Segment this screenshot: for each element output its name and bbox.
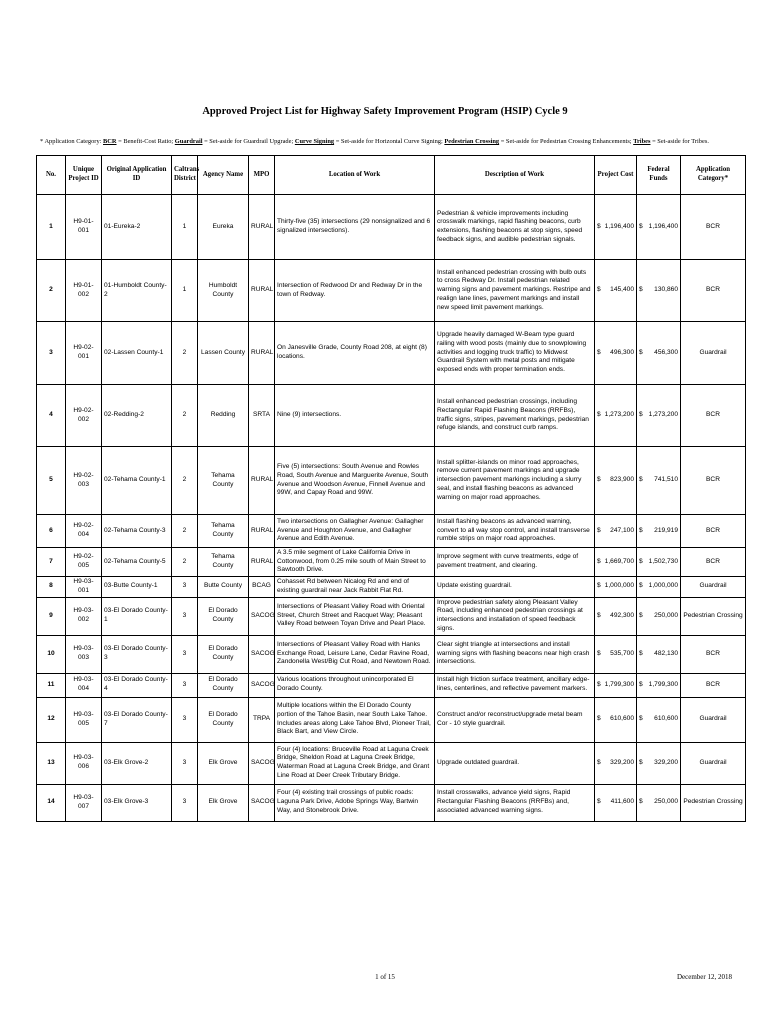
original-application-id: 02-Tehama County-1 xyxy=(102,447,172,515)
unique-project-id: H9-02-003 xyxy=(66,447,102,515)
location-of-work: Intersections of Pleasant Valley Road with Hanks Exchange Road, Leisure Lane, Cedar Ravine Road, Zandonella West/Big Cut Road, and Newtown Road. xyxy=(275,635,435,673)
mpo: SRTA xyxy=(249,385,275,447)
original-application-id: 03-El Dorado County-4 xyxy=(102,673,172,697)
federal-funds-value: 329,200 xyxy=(654,758,678,766)
row-number: 13 xyxy=(37,742,66,784)
location-of-work: Nine (9) intersections. xyxy=(275,385,435,447)
description-of-work: Install high friction surface treatment, ancillary edge-lines, centerlines, and reflective pavement markers. xyxy=(435,673,595,697)
federal-funds xyxy=(637,673,681,697)
application-category: Guardrail xyxy=(681,697,746,742)
mpo: SACOG xyxy=(249,635,275,673)
header-mpo: MPO xyxy=(249,156,275,195)
currency-symbol: $ xyxy=(597,611,601,619)
currency-symbol: $ xyxy=(597,680,601,688)
district: 2 xyxy=(172,515,198,548)
federal-funds-value: 250,000 xyxy=(654,798,678,806)
table-row xyxy=(37,260,746,322)
row-number: 9 xyxy=(37,597,66,635)
table-row xyxy=(37,515,746,548)
description-of-work: Install crosswalks, advance yield signs, Rapid Rectangular Flashing Beacons (RRFBs) and, associated advanced warning signs. xyxy=(435,784,595,821)
project-cost xyxy=(595,635,637,673)
row-number: 3 xyxy=(37,322,66,385)
federal-funds-value: 1,799,300 xyxy=(648,680,678,688)
project-cost-value: 247,100 xyxy=(610,526,634,534)
original-application-id: 02-Lassen County-1 xyxy=(102,322,172,385)
original-application-id: 03-Butte County-1 xyxy=(102,577,172,597)
agency-name: Lassen County xyxy=(198,322,249,385)
unique-project-id: H9-03-002 xyxy=(66,597,102,635)
legend-key-guardrail: Guardrail xyxy=(174,138,203,145)
unique-project-id: H9-02-002 xyxy=(66,385,102,447)
description-of-work: Improve segment with curve treatments, edge of pavement treatment, and clearing. xyxy=(435,548,595,577)
currency-symbol: $ xyxy=(639,476,643,484)
original-application-id: 02-Tehama County-5 xyxy=(102,548,172,577)
mpo: RURAL xyxy=(249,322,275,385)
location-of-work: Four (4) locations: Bruceville Road at Laguna Creek Bridge, Sheldon Road at Laguna Creek Bridge, Waterman Road at Laguna Creek Bridge, and Grant Line Road at Deer Creek Tributary Bridge. xyxy=(275,742,435,784)
federal-funds-value: 1,196,400 xyxy=(648,222,678,230)
table-row xyxy=(37,195,746,260)
currency-symbol: $ xyxy=(639,649,643,657)
original-application-id: 02-Tehama County-3 xyxy=(102,515,172,548)
project-cost-value: 1,196,400 xyxy=(604,222,634,230)
currency-symbol: $ xyxy=(639,611,643,619)
table-row xyxy=(37,385,746,447)
federal-funds xyxy=(637,697,681,742)
federal-funds-value: 250,000 xyxy=(654,611,678,619)
page-title: Approved Project List for Highway Safety Improvement Program (HSIP) Cycle 9 xyxy=(202,106,568,117)
description-of-work: Install enhanced pedestrian crossing with bulb outs to cross Redway Dr. Install pedestrian related warning signs and pavement markings. Restripe and realign lane lines, pavement markings and install new speed limit pavement markings. xyxy=(435,260,595,322)
currency-symbol: $ xyxy=(639,798,643,806)
description-of-work: Construct and/or reconstruct/upgrade metal beam Cor - 10 style guardrail. xyxy=(435,697,595,742)
legend-key-tribes: Tribes xyxy=(633,138,651,145)
federal-funds xyxy=(637,385,681,447)
currency-symbol: $ xyxy=(639,582,643,590)
description-of-work: Install flashing beacons as advanced warning, convert to all way stop control, and install transverse rumble strips on major road approaches. xyxy=(435,515,595,548)
mpo: SACOG xyxy=(249,597,275,635)
row-number: 7 xyxy=(37,548,66,577)
mpo: RURAL xyxy=(249,260,275,322)
district: 3 xyxy=(172,577,198,597)
mpo: TRPA xyxy=(249,697,275,742)
currency-symbol: $ xyxy=(597,411,601,419)
unique-project-id: H9-02-001 xyxy=(66,322,102,385)
agency-name: El Dorado County xyxy=(198,673,249,697)
agency-name: Humboldt County xyxy=(198,260,249,322)
district: 3 xyxy=(172,673,198,697)
district: 2 xyxy=(172,447,198,515)
district: 3 xyxy=(172,597,198,635)
application-category: Guardrail xyxy=(681,742,746,784)
currency-symbol: $ xyxy=(597,222,601,230)
location-of-work: Various locations throughout unincorporated El Dorado County. xyxy=(275,673,435,697)
legend-val-ped: = Set-aside for Pedestrian Crossing Enhancements; xyxy=(499,138,634,145)
mpo: RURAL xyxy=(249,195,275,260)
project-cost xyxy=(595,195,637,260)
federal-funds-value: 1,273,200 xyxy=(648,411,678,419)
mpo: RURAL xyxy=(249,548,275,577)
description-of-work: Pedestrian & vehicle improvements including crosswalk markings, rapid flashing beacons, curb extensions, flashing beacons at stop signs, speed feedback signs, and audible pedestrian signals. xyxy=(435,195,595,260)
project-cost xyxy=(595,447,637,515)
currency-symbol: $ xyxy=(639,526,643,534)
application-category: BCR xyxy=(681,515,746,548)
table-row xyxy=(37,447,746,515)
project-cost-value: 535,700 xyxy=(610,649,634,657)
project-table xyxy=(36,155,746,822)
mpo: SACOG xyxy=(249,784,275,821)
project-cost-value: 145,400 xyxy=(610,286,634,294)
row-number: 6 xyxy=(37,515,66,548)
mpo: SACOG xyxy=(249,673,275,697)
legend-val-bcr: = Benefit-Cost Ratio; xyxy=(116,138,175,145)
district: 3 xyxy=(172,635,198,673)
footer-date: December 12, 2018 xyxy=(676,973,732,981)
currency-symbol: $ xyxy=(597,476,601,484)
table-row xyxy=(37,597,746,635)
original-application-id: 01-Humboldt County-2 xyxy=(102,260,172,322)
location-of-work: Thirty-five (35) intersections (29 nonsignalized and 6 signalized intersections). xyxy=(275,195,435,260)
mpo: RURAL xyxy=(249,515,275,548)
row-number: 1 xyxy=(37,195,66,260)
row-number: 10 xyxy=(37,635,66,673)
unique-project-id: H9-03-007 xyxy=(66,784,102,821)
row-number: 12 xyxy=(37,697,66,742)
location-of-work: Two intersections on Gallagher Avenue: Gallagher Avenue and Houghton Avenue, and Gallagher Avenue and Edith Avenue. xyxy=(275,515,435,548)
header-agency: Agency Name xyxy=(198,156,249,195)
table-row xyxy=(37,548,746,577)
original-application-id: 03-El Dorado County-3 xyxy=(102,635,172,673)
district: 2 xyxy=(172,322,198,385)
federal-funds xyxy=(637,635,681,673)
legend-key-ped: Pedestrian Crossing xyxy=(444,138,500,145)
table-row xyxy=(37,697,746,742)
application-category: BCR xyxy=(681,385,746,447)
original-application-id: 01-Eureka-2 xyxy=(102,195,172,260)
federal-funds xyxy=(637,548,681,577)
district: 3 xyxy=(172,697,198,742)
application-category: Guardrail xyxy=(681,322,746,385)
unique-project-id: H9-03-005 xyxy=(66,697,102,742)
project-cost xyxy=(595,742,637,784)
header-project-cost: Project Cost xyxy=(595,156,637,195)
agency-name: El Dorado County xyxy=(198,597,249,635)
project-cost xyxy=(595,548,637,577)
description-of-work: Upgrade heavily damaged W-Beam type guard railing with wood posts (mainly due to snowplowing activities and logging truck traffic) to Midwest Guardrail System with metal posts and mitigate exposed ends with proper termination ends. xyxy=(435,322,595,385)
federal-funds-value: 219,919 xyxy=(654,526,678,534)
agency-name: Tehama County xyxy=(198,447,249,515)
unique-project-id: H9-03-003 xyxy=(66,635,102,673)
federal-funds xyxy=(637,515,681,548)
header-no: No. xyxy=(37,156,66,195)
currency-symbol: $ xyxy=(597,348,601,356)
project-cost xyxy=(595,385,637,447)
project-cost xyxy=(595,322,637,385)
federal-funds-value: 1,502,730 xyxy=(648,557,678,565)
description-of-work: Install enhanced pedestrian crossings, including Rectangular Rapid Flashing Beacons (RRFBs), traffic signs, stripes, pavement markings, pedestrian refuge islands, and construct curb ramps. xyxy=(435,385,595,447)
original-application-id: 02-Redding-2 xyxy=(102,385,172,447)
currency-symbol: $ xyxy=(597,715,601,723)
district: 2 xyxy=(172,385,198,447)
federal-funds xyxy=(637,577,681,597)
district: 1 xyxy=(172,260,198,322)
original-application-id: 03-El Dorado County-1 xyxy=(102,597,172,635)
application-category: BCR xyxy=(681,260,746,322)
unique-project-id: H9-02-005 xyxy=(66,548,102,577)
application-category: Pedestrian Crossing xyxy=(681,784,746,821)
project-cost-value: 1,273,200 xyxy=(604,411,634,419)
project-cost-value: 1,799,300 xyxy=(604,680,634,688)
location-of-work: Cohasset Rd between Nicalog Rd and end of existing guardrail near Jack Rabbit Flat Rd. xyxy=(275,577,435,597)
application-category: Guardrail xyxy=(681,577,746,597)
description-of-work: Upgrade outdated guardrail. xyxy=(435,742,595,784)
unique-project-id: H9-03-004 xyxy=(66,673,102,697)
table-row xyxy=(37,577,746,597)
description-of-work: Improve pedestrian safety along Pleasant Valley Road, including enhanced pedestrian crossings at intersections and installation of speed feedback signs. xyxy=(435,597,595,635)
currency-symbol: $ xyxy=(639,715,643,723)
currency-symbol: $ xyxy=(639,222,643,230)
application-category: BCR xyxy=(681,195,746,260)
currency-symbol: $ xyxy=(639,411,643,419)
location-of-work: On Janesville Grade, County Road 208, at eight (8) locations. xyxy=(275,322,435,385)
project-cost-value: 492,300 xyxy=(610,611,634,619)
currency-symbol: $ xyxy=(639,680,643,688)
header-federal-funds: Federal Funds xyxy=(637,156,681,195)
original-application-id: 03-El Dorado County-7 xyxy=(102,697,172,742)
federal-funds xyxy=(637,195,681,260)
currency-symbol: $ xyxy=(597,582,601,590)
project-cost-value: 329,200 xyxy=(610,758,634,766)
project-cost-value: 411,600 xyxy=(610,798,634,806)
federal-funds-value: 130,860 xyxy=(654,286,678,294)
header-project-id: Unique Project ID xyxy=(66,156,102,195)
header-location: Location of Work xyxy=(275,156,435,195)
agency-name: Eureka xyxy=(198,195,249,260)
currency-symbol: $ xyxy=(597,526,601,534)
mpo: RURAL xyxy=(249,447,275,515)
application-category: Pedestrian Crossing xyxy=(681,597,746,635)
federal-funds-value: 741,510 xyxy=(654,476,678,484)
table-header-row xyxy=(37,156,746,195)
agency-name: Tehama County xyxy=(198,515,249,548)
project-cost xyxy=(595,597,637,635)
project-cost-value: 610,600 xyxy=(610,715,634,723)
page-number: 1 of 15 xyxy=(375,973,395,981)
project-cost xyxy=(595,577,637,597)
agency-name: Butte County xyxy=(198,577,249,597)
table-row xyxy=(37,322,746,385)
description-of-work: Update existing guardrail. xyxy=(435,577,595,597)
currency-symbol: $ xyxy=(597,758,601,766)
federal-funds xyxy=(637,447,681,515)
district: 2 xyxy=(172,548,198,577)
legend-val-curve: = Set-aside for Horizontal Curve Signing; xyxy=(334,138,445,145)
description-of-work: Install splitter-islands on minor road approaches, remove current pavement markings and upgrade intersection pavement markings including a slurry seal, and install flashing beacons as advanced warning on major road approaches. xyxy=(435,447,595,515)
federal-funds-value: 482,130 xyxy=(654,649,678,657)
row-number: 8 xyxy=(37,577,66,597)
unique-project-id: H9-03-001 xyxy=(66,577,102,597)
agency-name: Redding xyxy=(198,385,249,447)
currency-symbol: $ xyxy=(597,649,601,657)
legend-prefix: * Application Category: xyxy=(40,138,104,145)
category-legend xyxy=(40,138,740,145)
row-number: 2 xyxy=(37,260,66,322)
agency-name: Elk Grove xyxy=(198,784,249,821)
application-category: BCR xyxy=(681,548,746,577)
description-of-work: Clear sight triangle at intersections and install warning signs with flashing beacons near high crash intersections. xyxy=(435,635,595,673)
federal-funds xyxy=(637,597,681,635)
location-of-work: Five (5) intersections: South Avenue and Rowles Road, South Avenue and Marguerite Avenue, South Avenue and Woodson Avenue, Finnell Avenue and 99W, and Capay Road and 99W. xyxy=(275,447,435,515)
row-number: 14 xyxy=(37,784,66,821)
legend-key-bcr: BCR xyxy=(103,138,117,145)
header-original-id: Original Application ID xyxy=(102,156,172,195)
agency-name: Elk Grove xyxy=(198,742,249,784)
unique-project-id: H9-02-004 xyxy=(66,515,102,548)
federal-funds-value: 456,300 xyxy=(654,348,678,356)
original-application-id: 03-Elk Grove-2 xyxy=(102,742,172,784)
row-number: 5 xyxy=(37,447,66,515)
table-row xyxy=(37,635,746,673)
project-cost xyxy=(595,515,637,548)
currency-symbol: $ xyxy=(639,286,643,294)
application-category: BCR xyxy=(681,447,746,515)
row-number: 4 xyxy=(37,385,66,447)
header-category: Application Category* xyxy=(681,156,746,195)
district: 3 xyxy=(172,784,198,821)
federal-funds-value: 1,000,000 xyxy=(648,582,678,590)
mpo: SACOG xyxy=(249,742,275,784)
table-row xyxy=(37,673,746,697)
location-of-work: Intersection of Redwood Dr and Redway Dr in the town of Redway. xyxy=(275,260,435,322)
currency-symbol: $ xyxy=(597,798,601,806)
location-of-work: A 3.5 mile segment of Lake California Drive in Cottonwood, from 0.25 mile south of Main Street to Sawtooth Drive. xyxy=(275,548,435,577)
project-cost xyxy=(595,784,637,821)
row-number: 11 xyxy=(37,673,66,697)
currency-symbol: $ xyxy=(639,348,643,356)
project-cost-value: 1,000,000 xyxy=(604,582,634,590)
agency-name: Tehama County xyxy=(198,548,249,577)
district: 1 xyxy=(172,195,198,260)
federal-funds xyxy=(637,784,681,821)
application-category: BCR xyxy=(681,673,746,697)
legend-val-tribes: = Set-aside for Tribes. xyxy=(650,138,709,145)
table-row xyxy=(37,742,746,784)
agency-name: El Dorado County xyxy=(198,635,249,673)
unique-project-id: H9-01-001 xyxy=(66,195,102,260)
location-of-work: Multiple locations within the El Dorado County portion of the Tahoe Basin, near South Lake Tahoe. Includes areas along Lake Tahoe Blvd, Pioneer Trail, Black Bart, and View Circle. xyxy=(275,697,435,742)
project-cost-value: 823,900 xyxy=(610,476,634,484)
application-category: BCR xyxy=(681,635,746,673)
federal-funds-value: 610,600 xyxy=(654,715,678,723)
original-application-id: 03-Elk Grove-3 xyxy=(102,784,172,821)
agency-name: El Dorado County xyxy=(198,697,249,742)
project-cost xyxy=(595,673,637,697)
project-cost-value: 1,669,700 xyxy=(604,557,634,565)
location-of-work: Intersections of Pleasant Valley Road with Oriental Street, Church Street and Racquet Way; Pleasant Valley Road between Toyan Drive and Pearl Place. xyxy=(275,597,435,635)
table-row xyxy=(37,784,746,821)
project-cost xyxy=(595,697,637,742)
currency-symbol: $ xyxy=(597,557,601,565)
unique-project-id: H9-03-006 xyxy=(66,742,102,784)
currency-symbol: $ xyxy=(597,286,601,294)
header-description: Description of Work xyxy=(435,156,595,195)
project-cost xyxy=(595,260,637,322)
unique-project-id: H9-01-002 xyxy=(66,260,102,322)
legend-val-guardrail: = Set-aside for Guardrail Upgrade; xyxy=(202,138,295,145)
legend-key-curve: Curve Signing xyxy=(294,138,335,145)
currency-symbol: $ xyxy=(639,557,643,565)
district: 3 xyxy=(172,742,198,784)
federal-funds xyxy=(637,322,681,385)
federal-funds xyxy=(637,742,681,784)
header-district: Caltrans District xyxy=(172,156,198,195)
location-of-work: Four (4) existing trail crossings of public roads: Laguna Park Drive, Adobe Springs Way, Bartwin Way, and Stonebrook Drive. xyxy=(275,784,435,821)
mpo: BCAG xyxy=(249,577,275,597)
project-cost-value: 496,300 xyxy=(610,348,634,356)
federal-funds xyxy=(637,260,681,322)
currency-symbol: $ xyxy=(639,758,643,766)
